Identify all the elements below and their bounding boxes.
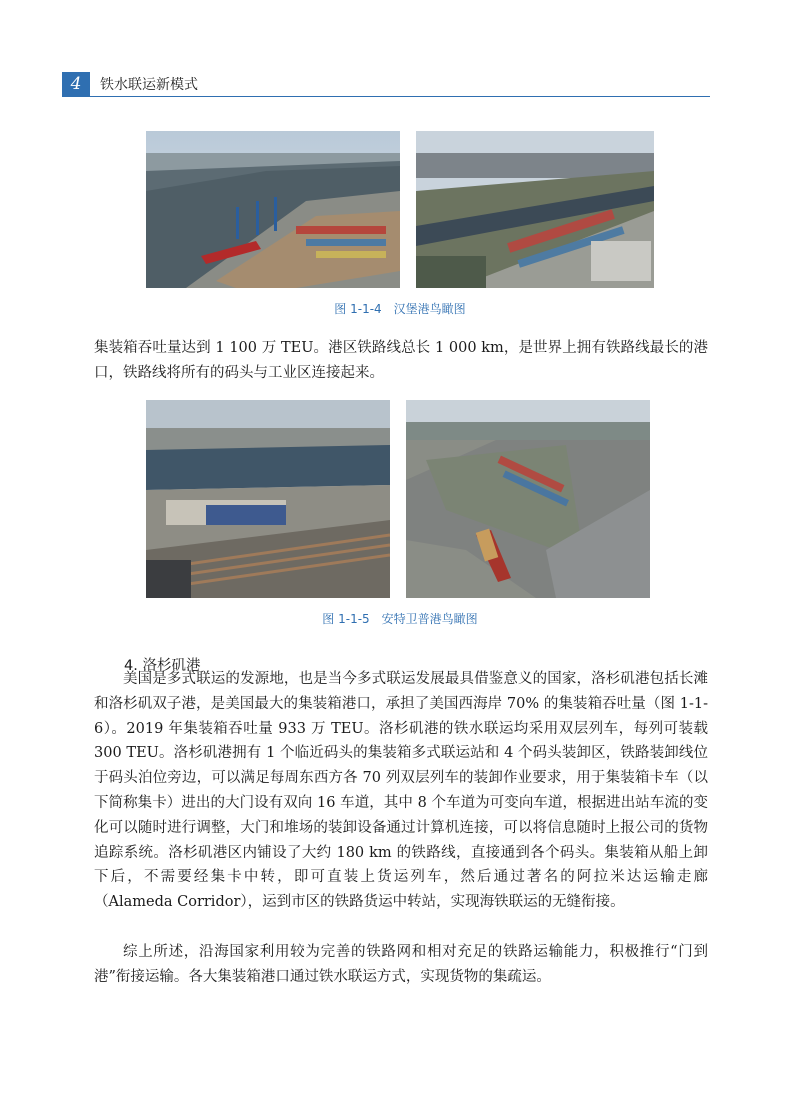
section-heading-los-angeles: 4. 洛杉矶港 (124, 658, 201, 674)
figure-caption-antwerp: 图 1-1-5 安特卫普港鸟瞰图 (322, 612, 478, 626)
running-header (62, 72, 710, 96)
running-title: 铁水联运新模式 (100, 77, 198, 93)
body-paragraph-2: 美国是多式联运的发源地，也是当今多式联运发展最具借鉴意义的国家，洛杉矶港包括长滩和洛杉矶双子港，是美国最大的集装箱港口，承担了美国西海岸 70% 的集装箱吞吐量（图 1-1-6）。2019 年集装箱吞吐量 933 万 TEU。洛杉矶港的铁水联运均采用双层列车，每列可装载 300 TEU。洛杉矶港拥有 1 个临近码头的集装箱多式联运站和 4 个码头装卸区，铁路装卸线位于码头泊位旁边，可以满足每周东西方各 70 列双层列车的装卸作业要求，用于集装箱卡车（以下简称集卡）进出的大门设有双向 16 车道，其中 8 个车道为可变向车道，根据进出站车流的变化可以随时进行调整，大门和堆场的装卸设备通过计算机连接，可以将信息随时上报公司的货物追踪系统。洛杉矶港区内铺设了大约 180 km 的铁路线，直接通到各个码头。集装箱从船上卸下后，不需要经集卡中转，即可直装上货运列车，然后通过著名的阿拉米达运输走廊（Alameda Corridor），运到市区的铁路货运中转站，实现海铁联运的无缝衔接。 (94, 671, 708, 911)
header-divider (62, 96, 710, 97)
antwerp-port-aerial-photo-right (406, 400, 650, 598)
hamburg-port-aerial-photo-right (416, 131, 654, 288)
antwerp-port-aerial-photo-left (146, 400, 390, 598)
figure-caption-hamburg: 图 1-1-4 汉堡港鸟瞰图 (334, 302, 466, 316)
hamburg-port-aerial-photo-left (146, 131, 400, 288)
page-number: 4 (62, 72, 90, 96)
body-paragraph-1: 集装箱吞吐量达到 1 100 万 TEU。港区铁路线总长 1 000 km，是世界上拥有铁路线最长的港口，铁路线将所有的码头与工业区连接起来。 (94, 340, 708, 381)
body-paragraph-3: 综上所述，沿海国家利用较为完善的铁路网和相对充足的铁路运输能力，积极推行“门到港”衔接运输。各大集装箱港口通过铁水联运方式，实现货物的集疏运。 (94, 944, 708, 985)
